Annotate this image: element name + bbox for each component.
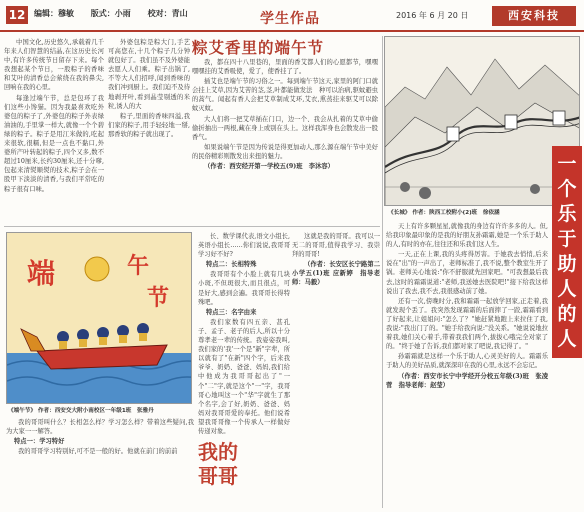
article1-byline: （作者：西安经开第一学校五(9)班 李沐容） [204,163,334,171]
article2-byline: （作者：长安区长宁路第二小学五(1)班 应新婷 指导老师：马毅） [292,261,380,287]
great-wall-drawing [385,37,580,206]
article1-paragraph: 大人们将一把艾草插在门口，边一个、我会从扎着的艾草中偷偷折抽出一两根,藏在身上或别在头上。这样我浑身也会散发出一股香气。 [192,115,378,141]
designer-credit: 版式：小雨 [90,9,131,18]
article2-subheading: 特点二：长相特殊 [206,261,257,269]
article3-title: 一个乐于助人的人 [552,146,582,358]
article1-paragraph: 插艾也是端午节的习俗之一。每到端午节这天,家里的阿门口就会挂上艾草,因为艾苦的茎,茎,叶都能做发法 种可以治病,驱蚊避虫的蒿气。闻起有香人会把艾草制成艾环,艾衣,熏蒸挂来驱艾可以除蚊灭蚊。 [192,78,378,113]
article2-column2 [198,232,290,436]
article1-paragraph: 如果说端午节是因为传说是得更加动人,那么源在端午节中美好的民俗精彩则散发出来扭的魅力。 [192,143,378,160]
section-title: 学生作品 [260,11,320,27]
newspaper-brand: 西安科技 [492,6,576,26]
article2-paragraph: 我的哥哥学习特别好,可不是一般的好。他就在前门的前前 [18,448,178,456]
article3-paragraph: 孙霜霜就是这样一个乐于助人,心灵美好的人。霜霜乐于助人的美好品质,就深深印在我的心里,永远不会忘记。 [386,353,548,370]
article2-column1 [6,418,194,508]
article2-subheading: 特点一：学习特好 [14,438,65,446]
article3-paragraph: 还有一次,傍晚时分,我和霜霜一起放学回家,正走着,我就发现个丢了。我突然发现霜霜的后面摔了一跤,霜霜看到了好起来,让姐姐问:"怎么了？"她赶紧地跑上来拉住了我,我说:"我出门了的。"她手给我向说:"没关系。"她说说地拉着我,她们关心着手,带着我我们两个,拔拔心哦完全对家了的。"终于她了告诉,我们都对家了吧说,我记得了。" [386,297,548,351]
article1-column2 [108,38,190,258]
editorial-credits [34,8,202,19]
article1-title: 粽艾香里的端午节 [192,39,325,57]
painting1-caption: 《端午节》 作者：西安交大附小南校区一年级1班 张雅丹 [8,408,154,414]
article1-paragraph: 粽子,里面的香味四溢,我们家的粽子,用手轻轻地一掰,那香软的粽子就出现了。 [108,112,190,138]
article1-paragraph: 中国文化,历史悠久,承载着几千年来人们智慧的结晶,在这历史长河中,有许多传统节日留存下来。每个我想起某个节日，一股粽子的香味和艾叶的清香总会萦绕在我的鼻尖,回响在我的心里。 [4,39,104,92]
painting-lettering-jie: 节 [147,286,170,311]
article2-column3 [292,232,380,508]
article1-column1 [4,38,104,258]
article2-paragraph: 长、数学课代表,语文小组长,英语小组长……你们说说,我哥哥学习好不好? [198,233,290,259]
article2-title: 我的哥哥 [198,440,238,488]
article1-column3 [192,58,378,258]
article2-paragraph: 这就是我的哥哥。我可以一无二的哥哥,值得我学习、我崇拜的哥哥! [292,233,380,259]
publication-date: 2016 年 6 月 20 日 [396,11,469,20]
article2-paragraph: 我们家数有四五亲、甚孔子、孟子、老子的后人,所以十分尊孝老一辈的传统。我姿姿我叫,我们家的'我'一个是"新"字辈，所以就有了"在新"四个字，后来我爷爷、奶奶、爸爸、妈妈,我们给中他成为我哥哥起出了"一个"二"字,就是这个"一"字，我哥哥心地叫这一个"华"字就生了那个名字,会了好,奶奶、爸爸、妈妈对我哥哥爱的奉托。他们说希望我哥哥像一个传承人一样做好传递对象。 [198,318,290,435]
page-header [0,0,584,32]
article2-paragraph: 我的哥哥叫什么？长相怎么样？学习怎么样？带着这些疑问,我为大家一一解答。 [6,419,194,436]
painting2-caption: 《长城》 作者：陕西工校附小(2)班 徐依涵 [388,210,500,216]
article3-paragraph: 一天,正在上课,我的头疼得厉害。于她我去悄悄,后来说在"出"的一声出了，老师标准了,我不说,整个教室生开了锅。老师关心地说:"你不舒服就先回家吧。"可我想最后我去,这时的霜霜说道:"老师,我送她去医院吧!"接下给我这样说出了我去,我不去,我很感动前了她。 [386,251,548,295]
painting-dragon-boat [6,232,192,404]
painting-lettering-wu: 午 [127,254,150,279]
article1-paragraph: 每逢过端午节，总是包环了我们这些小馋猫。因为我最喜欢吃外婆包的粽子了,外婆包的粽子外表绿油油的,手里掌一样大,就像一个个碧绿的粽子。粽子是用江米做的,吃起来很软,很糯,但是一点也不黏口,外婆所产叶转起的粽子,四个又多,数不超过10厘米,长约30厘米,还十分嗲,包起来清熨顺熨的技术,粽子会在一股甲下淡淡的清香,与我们平常吃的粽子很有口味。 [4,94,104,193]
column-divider [382,36,383,236]
article2-subheading: 特点三：名字由来 [206,308,257,316]
page-number: 12 [6,6,28,24]
column-divider [382,226,383,508]
article3-body [386,222,548,508]
article1-paragraph: 外婆包粽是粽大门,手艺可高您在,十几个粽子几分钟就包好了。我们虽不及外婆能去愿人人们乘。粽子出锅了,不等大人们招呼,闻到香味的我们冲到厨上。我们迫不及待地剥开叶,看到晶莹剔透的米粒,诱人的大 [108,39,190,110]
dragon-boat-drawing [7,233,192,404]
painting-lettering-duan: 端 [27,257,56,290]
article1-paragraph: 我，都在四十八里巷的，里面的香艾都人们的心愿都节，嘿嘿嘿嘿挂的艾香吸使，爱了，使香挂了了。 [192,59,378,76]
editor-credit: 编辑：穆敏 [34,9,74,18]
article3-paragraph: 天上有许多颗星星,就像我的身边有许许多多的人。但,给我印象最印象的是我的好朋友孙霜霜,她是一个乐于助人的人,有时的亦在,往往还和乐我们这人生。 [386,223,548,249]
proofreader-credit: 校对：青山 [147,9,188,18]
painting-great-wall [384,36,580,206]
article3-byline: （作者：西安市长宁中学经开分校五年级(3)班 张凌菅 指导老师：赵莹） [386,372,548,389]
article2-paragraph: 我哥哥有个小脸上就有几块小斑,不但斑很大,而且很点，可是好大,感到会遍。我哥哥长得特殊吧。 [198,271,290,306]
horizontal-divider [4,226,380,227]
